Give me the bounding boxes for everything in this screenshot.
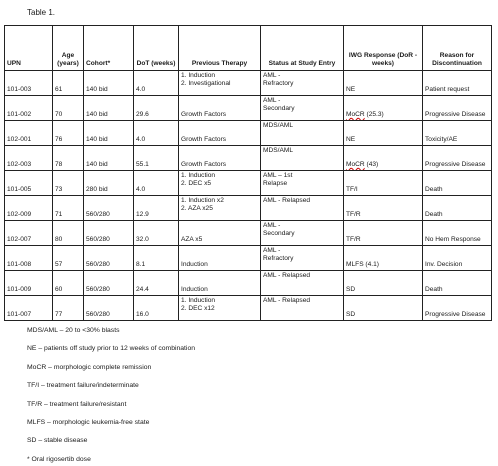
therapy-line: Growth Factors <box>181 136 227 143</box>
cell-cohort: 560/280 <box>84 271 134 296</box>
col-header-status: Status at Study Entry <box>261 26 344 71</box>
iwg-value: MLFS (4.1) <box>346 261 379 268</box>
cell-dot: 32.0 <box>134 221 179 246</box>
cell-dot: 12.9 <box>134 196 179 221</box>
status-line: AML - Relapsed <box>263 272 311 279</box>
cell-status <box>261 146 344 171</box>
status-line: Refractory <box>263 80 294 87</box>
status-line: AML - Relapsed <box>263 297 311 304</box>
cell-cohort: 560/280 <box>84 196 134 221</box>
cell-previous-therapy <box>179 271 261 296</box>
cell-dot: 29.6 <box>134 96 179 121</box>
table-header-row <box>5 26 492 71</box>
cell-iwg-response <box>344 96 423 121</box>
iwg-value: TF/R <box>346 236 361 243</box>
iwg-value: TF/R <box>346 211 361 218</box>
table-row <box>5 296 492 321</box>
cell-age: 57 <box>53 246 84 271</box>
iwg-value: (25.3) <box>364 111 384 118</box>
cell-reason: Patient request <box>423 71 492 96</box>
table-row <box>5 96 492 121</box>
table-row <box>5 221 492 246</box>
cell-dot: 4.0 <box>134 171 179 196</box>
cell-reason: Progressive Disease <box>423 296 492 321</box>
cell-status <box>261 246 344 271</box>
table-caption: Table 1. <box>27 8 56 17</box>
cell-age: 77 <box>53 296 84 321</box>
cell-age: 70 <box>53 96 84 121</box>
therapy-line: Growth Factors <box>181 111 227 118</box>
cell-status <box>261 221 344 246</box>
cell-upn: 101-002 <box>5 96 53 121</box>
cell-dot: 8.1 <box>134 246 179 271</box>
cell-upn: 101-007 <box>5 296 53 321</box>
iwg-value: SD <box>346 286 356 293</box>
cell-previous-therapy <box>179 246 261 271</box>
col-header-upn: UPN <box>5 26 53 71</box>
cell-iwg-response <box>344 121 423 146</box>
therapy-line: 2. AZA x25 <box>181 205 213 212</box>
col-header-cohort: Cohort* <box>84 26 134 71</box>
cell-dot: 4.0 <box>134 121 179 146</box>
cell-previous-therapy <box>179 296 261 321</box>
cell-cohort: 560/280 <box>84 246 134 271</box>
footnote-item: TF/R – treatment failure/resistant <box>27 400 127 408</box>
therapy-line: Induction <box>181 286 208 293</box>
cell-previous-therapy <box>179 171 261 196</box>
cell-cohort: 140 bid <box>84 71 134 96</box>
cell-upn: 101-009 <box>5 271 53 296</box>
status-line: MDS/AML <box>263 122 294 129</box>
therapy-line: 2. Investigational <box>181 80 231 87</box>
cell-upn: 102-009 <box>5 196 53 221</box>
status-line: Refractory <box>263 255 294 262</box>
cell-reason: Progressive Disease <box>423 146 492 171</box>
iwg-value: TF/I <box>346 186 358 193</box>
footnote-item: NE – patients off study prior to 12 weeks of combination <box>27 345 196 353</box>
footnote-item: TF/I – treatment failure/indeterminate <box>27 382 139 390</box>
cell-previous-therapy <box>179 196 261 221</box>
iwg-value: NE <box>346 136 356 143</box>
cell-reason: Inv. Decision <box>423 246 492 271</box>
cell-iwg-response <box>344 146 423 171</box>
therapy-line: 1. Induction <box>181 172 216 179</box>
cell-upn: 102-001 <box>5 121 53 146</box>
cell-cohort: 560/280 <box>84 221 134 246</box>
cell-iwg-response <box>344 171 423 196</box>
cell-status <box>261 296 344 321</box>
table-row <box>5 171 492 196</box>
cell-dot: 55.1 <box>134 146 179 171</box>
iwg-code: MoCR <box>346 161 365 168</box>
footnote-item: SD – stable disease <box>27 437 88 445</box>
cell-iwg-response <box>344 221 423 246</box>
status-line: AML - <box>263 72 281 79</box>
therapy-line: 1. Induction <box>181 72 216 79</box>
therapy-line: 1. Induction <box>181 297 216 304</box>
therapy-line: Growth Factors <box>181 161 227 168</box>
table-row <box>5 196 492 221</box>
cell-reason: Toxicity/AE <box>423 121 492 146</box>
col-header-age: Age (years) <box>53 26 84 71</box>
cell-reason: Progressive Disease <box>423 96 492 121</box>
cell-dot: 24.4 <box>134 271 179 296</box>
cell-cohort: 280 bid <box>84 171 134 196</box>
table-row <box>5 121 492 146</box>
cell-upn: 102-007 <box>5 221 53 246</box>
cell-age: 61 <box>53 71 84 96</box>
cell-status <box>261 196 344 221</box>
status-line: AML - <box>263 247 281 254</box>
cell-dot: 16.0 <box>134 296 179 321</box>
status-line: AML - <box>263 222 281 229</box>
status-line: Relapse <box>263 180 288 187</box>
cell-cohort: 140 bid <box>84 96 134 121</box>
footnote-item: MDS/AML – 20 to <30% blasts <box>27 327 120 334</box>
cell-reason: Death <box>423 171 492 196</box>
cell-upn: 101-008 <box>5 246 53 271</box>
cell-age: 80 <box>53 221 84 246</box>
iwg-value: SD <box>346 311 356 318</box>
cell-iwg-response <box>344 71 423 96</box>
cell-cohort: 560/280 <box>84 296 134 321</box>
status-line: AML – 1st <box>263 172 293 179</box>
cell-reason: Death <box>423 271 492 296</box>
cell-upn: 101-005 <box>5 171 53 196</box>
table-row <box>5 246 492 271</box>
cell-previous-therapy <box>179 221 261 246</box>
cell-previous-therapy <box>179 146 261 171</box>
cell-age: 71 <box>53 196 84 221</box>
cell-cohort: 140 bid <box>84 146 134 171</box>
status-line: Secondary <box>263 230 295 237</box>
footnote-item: MLFS – morphologic leukemia-free state <box>27 419 150 426</box>
cell-upn: 101-003 <box>5 71 53 96</box>
iwg-value: NE <box>346 86 356 93</box>
cell-dot: 4.0 <box>134 71 179 96</box>
status-line: AML - <box>263 97 281 104</box>
cell-iwg-response <box>344 246 423 271</box>
col-header-reason: Reason for Discontinuation <box>423 26 492 71</box>
cell-previous-therapy <box>179 96 261 121</box>
status-line: Secondary <box>263 105 295 112</box>
footnote-item: * Oral rigosertib dose <box>27 455 91 463</box>
cell-status <box>261 71 344 96</box>
therapy-line: AZA x5 <box>181 236 203 243</box>
cell-age: 60 <box>53 271 84 296</box>
status-line: MDS/AML <box>263 147 294 154</box>
cell-upn: 102-003 <box>5 146 53 171</box>
cell-age: 78 <box>53 146 84 171</box>
table-row <box>5 271 492 296</box>
cell-reason: No Hem Response <box>423 221 492 246</box>
therapy-line: Induction <box>181 261 208 268</box>
cell-status <box>261 96 344 121</box>
iwg-code: MoCR <box>346 111 365 118</box>
cell-age: 76 <box>53 121 84 146</box>
cell-status <box>261 121 344 146</box>
patient-table <box>4 25 492 321</box>
cell-previous-therapy <box>179 121 261 146</box>
cell-iwg-response <box>344 296 423 321</box>
cell-previous-therapy <box>179 71 261 96</box>
col-header-iwg: IWG Response (DoR - weeks) <box>344 26 423 71</box>
cell-age: 73 <box>53 171 84 196</box>
table-row <box>5 146 492 171</box>
cell-iwg-response <box>344 196 423 221</box>
footnote-item: MoCR – morphologic complete remission <box>27 363 152 371</box>
cell-status <box>261 271 344 296</box>
therapy-line: 2. DEC x12 <box>181 305 215 312</box>
col-header-dot: DoT (weeks) <box>134 26 179 71</box>
therapy-line: 2. DEC x5 <box>181 180 212 187</box>
cell-iwg-response <box>344 271 423 296</box>
iwg-value: (43) <box>364 161 379 168</box>
therapy-line: 1. Induction x2 <box>181 197 224 204</box>
cell-reason: Death <box>423 196 492 221</box>
cell-cohort: 140 bid <box>84 121 134 146</box>
cell-status <box>261 171 344 196</box>
table-row <box>5 71 492 96</box>
col-header-previous-therapy: Previous Therapy <box>179 26 261 71</box>
status-line: AML - Relapsed <box>263 197 311 204</box>
